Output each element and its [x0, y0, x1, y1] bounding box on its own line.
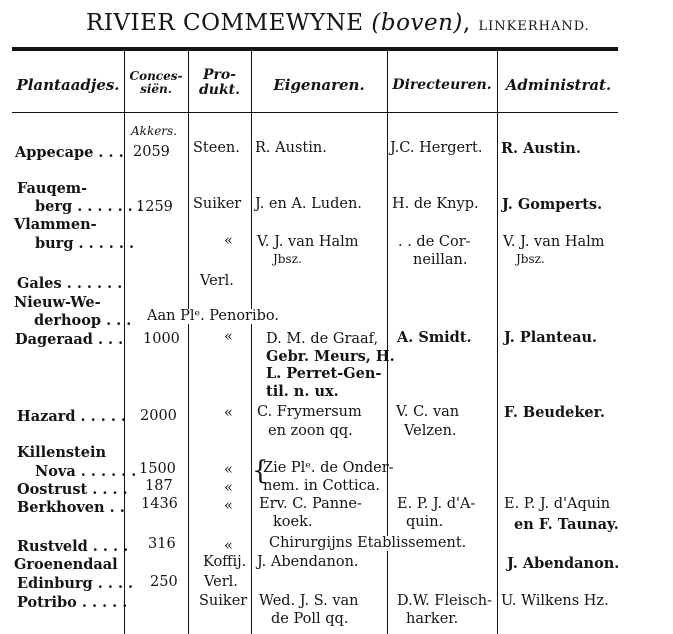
- unit-label: Akkers.: [131, 124, 178, 138]
- row-killenstein-owner: Zie Plᵉ. de Onder-: [263, 460, 394, 476]
- row-appecape-name: Appecape . . .: [15, 144, 124, 161]
- row-oostrust-name: Oostrust . . . .: [17, 481, 128, 498]
- row-oostrust-area: 187: [145, 478, 173, 494]
- row-berkhoven-area: 1436: [141, 496, 178, 512]
- column-divider-2: [188, 50, 189, 634]
- row-fauqemberg-name-2: berg . . . . . . .: [35, 198, 143, 215]
- row-appecape-admin: R. Austin.: [501, 140, 581, 157]
- row-potribo-director-1: D.W. Fleisch-: [397, 593, 493, 609]
- row-hazard-owner-1: C. Frymersum: [257, 404, 362, 420]
- row-berkhoven-owner-1: Erv. C. Panne-: [259, 496, 362, 512]
- row-berkhoven-name: Berkhoven . .: [17, 499, 125, 516]
- row-nieuw-wederhoop-name-1: Nieuw-We-: [14, 294, 101, 311]
- row-berkhoven-admin-1: E. P. J. d'Aquin: [504, 496, 611, 512]
- row-berkhoven-director-2: quin.: [406, 514, 444, 530]
- row-potribo-admin: U. Wilkens Hz.: [501, 593, 609, 609]
- row-edinburg-product: Verl.: [204, 574, 238, 590]
- row-dageraad-area: 1000: [143, 331, 180, 347]
- row-rustveld-note: Chirurgijns Etablissement.: [269, 535, 467, 551]
- row-hazard-director-2: Velzen.: [404, 423, 457, 439]
- row-killenstein-product: «: [224, 462, 233, 478]
- row-dageraad-owner-2: Gebr. Meurs, H.: [266, 348, 395, 365]
- title-main: RIVIER COMMEWYNE: [86, 10, 364, 36]
- row-hazard-name: Hazard . . . . .: [17, 408, 126, 425]
- row-killenstein-name-1: Killenstein: [17, 444, 107, 461]
- row-hazard-director-1: V. C. van: [396, 404, 460, 420]
- row-appecape-owner: R. Austin.: [255, 140, 327, 156]
- header-eigenaren: Eigenaren.: [273, 76, 365, 94]
- row-fauqemberg-owner: J. en A. Luden.: [255, 196, 362, 212]
- row-fauqemberg-name-1: Fauqem-: [17, 180, 88, 197]
- row-vlammenburg-admin-2: Jbsz.: [516, 252, 545, 266]
- row-fauqemberg-director: H. de Knyp.: [392, 196, 479, 212]
- row-potribo-product: Suiker: [199, 593, 248, 609]
- title-side: LINKERHAND.: [478, 19, 590, 34]
- row-dageraad-owner-4: til. n. ux.: [266, 383, 339, 400]
- row-fauqemberg-admin: J. Gomperts.: [502, 196, 603, 213]
- row-vlammenburg-name-2: burg . . . . . .: [35, 235, 135, 252]
- header-concessien: [124, 70, 188, 95]
- row-dageraad-owner-3: L. Perret-Gen-: [266, 365, 382, 382]
- header-produkt-1: Pro-: [202, 67, 237, 83]
- row-vlammenburg-owner-1: V. J. van Halm: [257, 234, 359, 250]
- row-dageraad-owner-1: D. M. de Graaf,: [266, 331, 379, 347]
- row-dageraad-director: A. Smidt.: [397, 329, 472, 346]
- row-vlammenburg-product: «: [224, 233, 233, 249]
- row-rustveld-product: «: [224, 538, 233, 554]
- row-gales-product: Verl.: [200, 273, 234, 289]
- row-groenendaal-admin: J. Abendanon.: [507, 555, 620, 572]
- row-nieuw-wederhoop-name-2: derhoop . . .: [34, 312, 132, 329]
- row-hazard-admin: F. Beudeker.: [504, 404, 605, 421]
- row-oostrust-product: «: [224, 480, 233, 496]
- row-vlammenburg-name-1: Vlammen-: [14, 216, 97, 233]
- row-groenendaal-owner: J. Abendanon.: [257, 554, 359, 570]
- row-hazard-owner-2: en zoon qq.: [268, 423, 353, 439]
- row-potribo-owner-1: Wed. J. S. van: [259, 593, 359, 609]
- row-vlammenburg-owner-2: Jbsz.: [273, 252, 302, 266]
- row-rustveld-name: Rustveld . . . .: [17, 538, 129, 555]
- row-hazard-product: «: [224, 405, 233, 421]
- title-subtitle: (boven): [371, 10, 463, 36]
- row-potribo-owner-2: de Poll qq.: [271, 611, 349, 627]
- header-concessien-1: Conces-: [129, 69, 183, 83]
- row-berkhoven-product: «: [224, 498, 233, 514]
- top-rule: [12, 47, 618, 51]
- row-appecape-director: J.C. Hergert.: [390, 140, 483, 156]
- row-potribo-director-2: harker.: [406, 611, 459, 627]
- row-edinburg-area: 250: [150, 574, 178, 590]
- row-berkhoven-director-1: E. P. J. d'A-: [397, 496, 476, 512]
- column-divider-3: [251, 50, 252, 634]
- row-hazard-area: 2000: [140, 408, 177, 424]
- page-title: [86, 10, 590, 36]
- row-killenstein-area: 1500: [139, 461, 176, 477]
- row-berkhoven-admin-2: en F. Taunay.: [514, 516, 619, 533]
- row-gales-name: Gales . . . . . .: [17, 275, 123, 292]
- header-concessien-2: siën.: [140, 81, 172, 96]
- header-produkt-2: dukt.: [198, 81, 240, 98]
- row-dageraad-product: «: [224, 329, 233, 345]
- row-vlammenburg-admin-1: V. J. van Halm: [503, 234, 605, 250]
- row-dageraad-admin: J. Planteau.: [504, 329, 598, 346]
- column-divider-5: [497, 50, 498, 634]
- row-appecape-product: Steen.: [193, 140, 240, 156]
- title-comma: ,: [462, 10, 471, 36]
- row-killenstein-name-2: Nova . . . . . .: [35, 463, 137, 480]
- header-produkt: [188, 68, 251, 97]
- row-appecape-area: 2059: [133, 144, 170, 160]
- row-vlammenburg-director-1: . . de Cor-: [398, 234, 471, 250]
- row-dageraad-name: Dageraad . . .: [15, 331, 124, 348]
- row-nieuw-wederhoop-note: Aan Plᵉ. Penoribo.: [147, 308, 279, 324]
- header-directeuren: Directeuren.: [392, 77, 492, 93]
- brace-icon: {: [252, 456, 269, 486]
- row-fauqemberg-product: Suiker: [193, 196, 242, 212]
- row-rustveld-area: 316: [148, 536, 176, 552]
- row-groenendaal-name: Groenendaal: [14, 556, 118, 573]
- header-rule: [12, 112, 618, 113]
- header-plantaadjes: Plantaadjes.: [16, 76, 120, 94]
- row-potribo-name: Potribo . . . . .: [17, 594, 128, 611]
- row-edinburg-name: Edinburg . . . .: [17, 575, 134, 592]
- row-berkhoven-owner-2: koek.: [273, 514, 313, 530]
- header-administrat: Administrat.: [505, 76, 612, 94]
- row-groenendaal-product: Koffij.: [203, 554, 247, 570]
- row-vlammenburg-director-2: neillan.: [413, 252, 468, 268]
- row-fauqemberg-area: 1259: [136, 199, 173, 215]
- row-oostrust-owner: nem. in Cottica.: [263, 478, 380, 494]
